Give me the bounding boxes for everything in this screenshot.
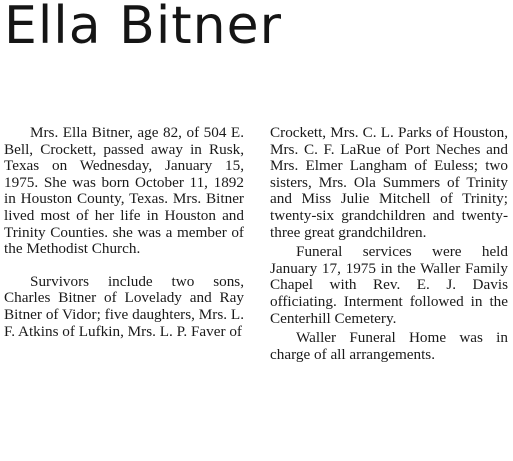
obituary-paragraph-intro: Mrs. Ella Bitner, age 82, of 504 E. Bell, Crockett, passed away in Rusk, Texas on Wednesday, January 15, 1975. She was born October 11, 1892 in Houston County, Texas. Mrs. Bitner lived most of her life in Houston and Trinity Counties. she was a member of the Methodist Church. xyxy=(4,124,244,258)
funeral-services-paragraph: Funeral services were held January 17, 1975 in the Waller Family Chapel with Rev. E. J. Davis officiating. Interment followed in the Centerhill Cemetery. xyxy=(270,243,508,327)
left-column xyxy=(4,125,244,340)
obituary-headline: Ella Bitner xyxy=(4,0,282,56)
survivors-paragraph-continued: Crockett, Mrs. C. L. Parks of Houston, Mrs. C. F. LaRue of Port Neches and Mrs. Elmer Langham of Euless; two sisters, Mrs. Ola Summers of Trinity and Miss Julie Mitchell of Trinity; twenty-six grandchildren and twenty-three great grandchildren. xyxy=(270,124,508,241)
survivors-paragraph: Survivors include two sons, Charles Bitner of Lovelady and Ray Bitner of Vidor; five daughters, Mrs. L. F. Atkins of Lufkin, Mrs. L. P. Faver of xyxy=(4,272,244,340)
right-column xyxy=(270,125,508,363)
funeral-home-paragraph: Waller Funeral Home was in charge of all arrangements. xyxy=(270,329,508,363)
